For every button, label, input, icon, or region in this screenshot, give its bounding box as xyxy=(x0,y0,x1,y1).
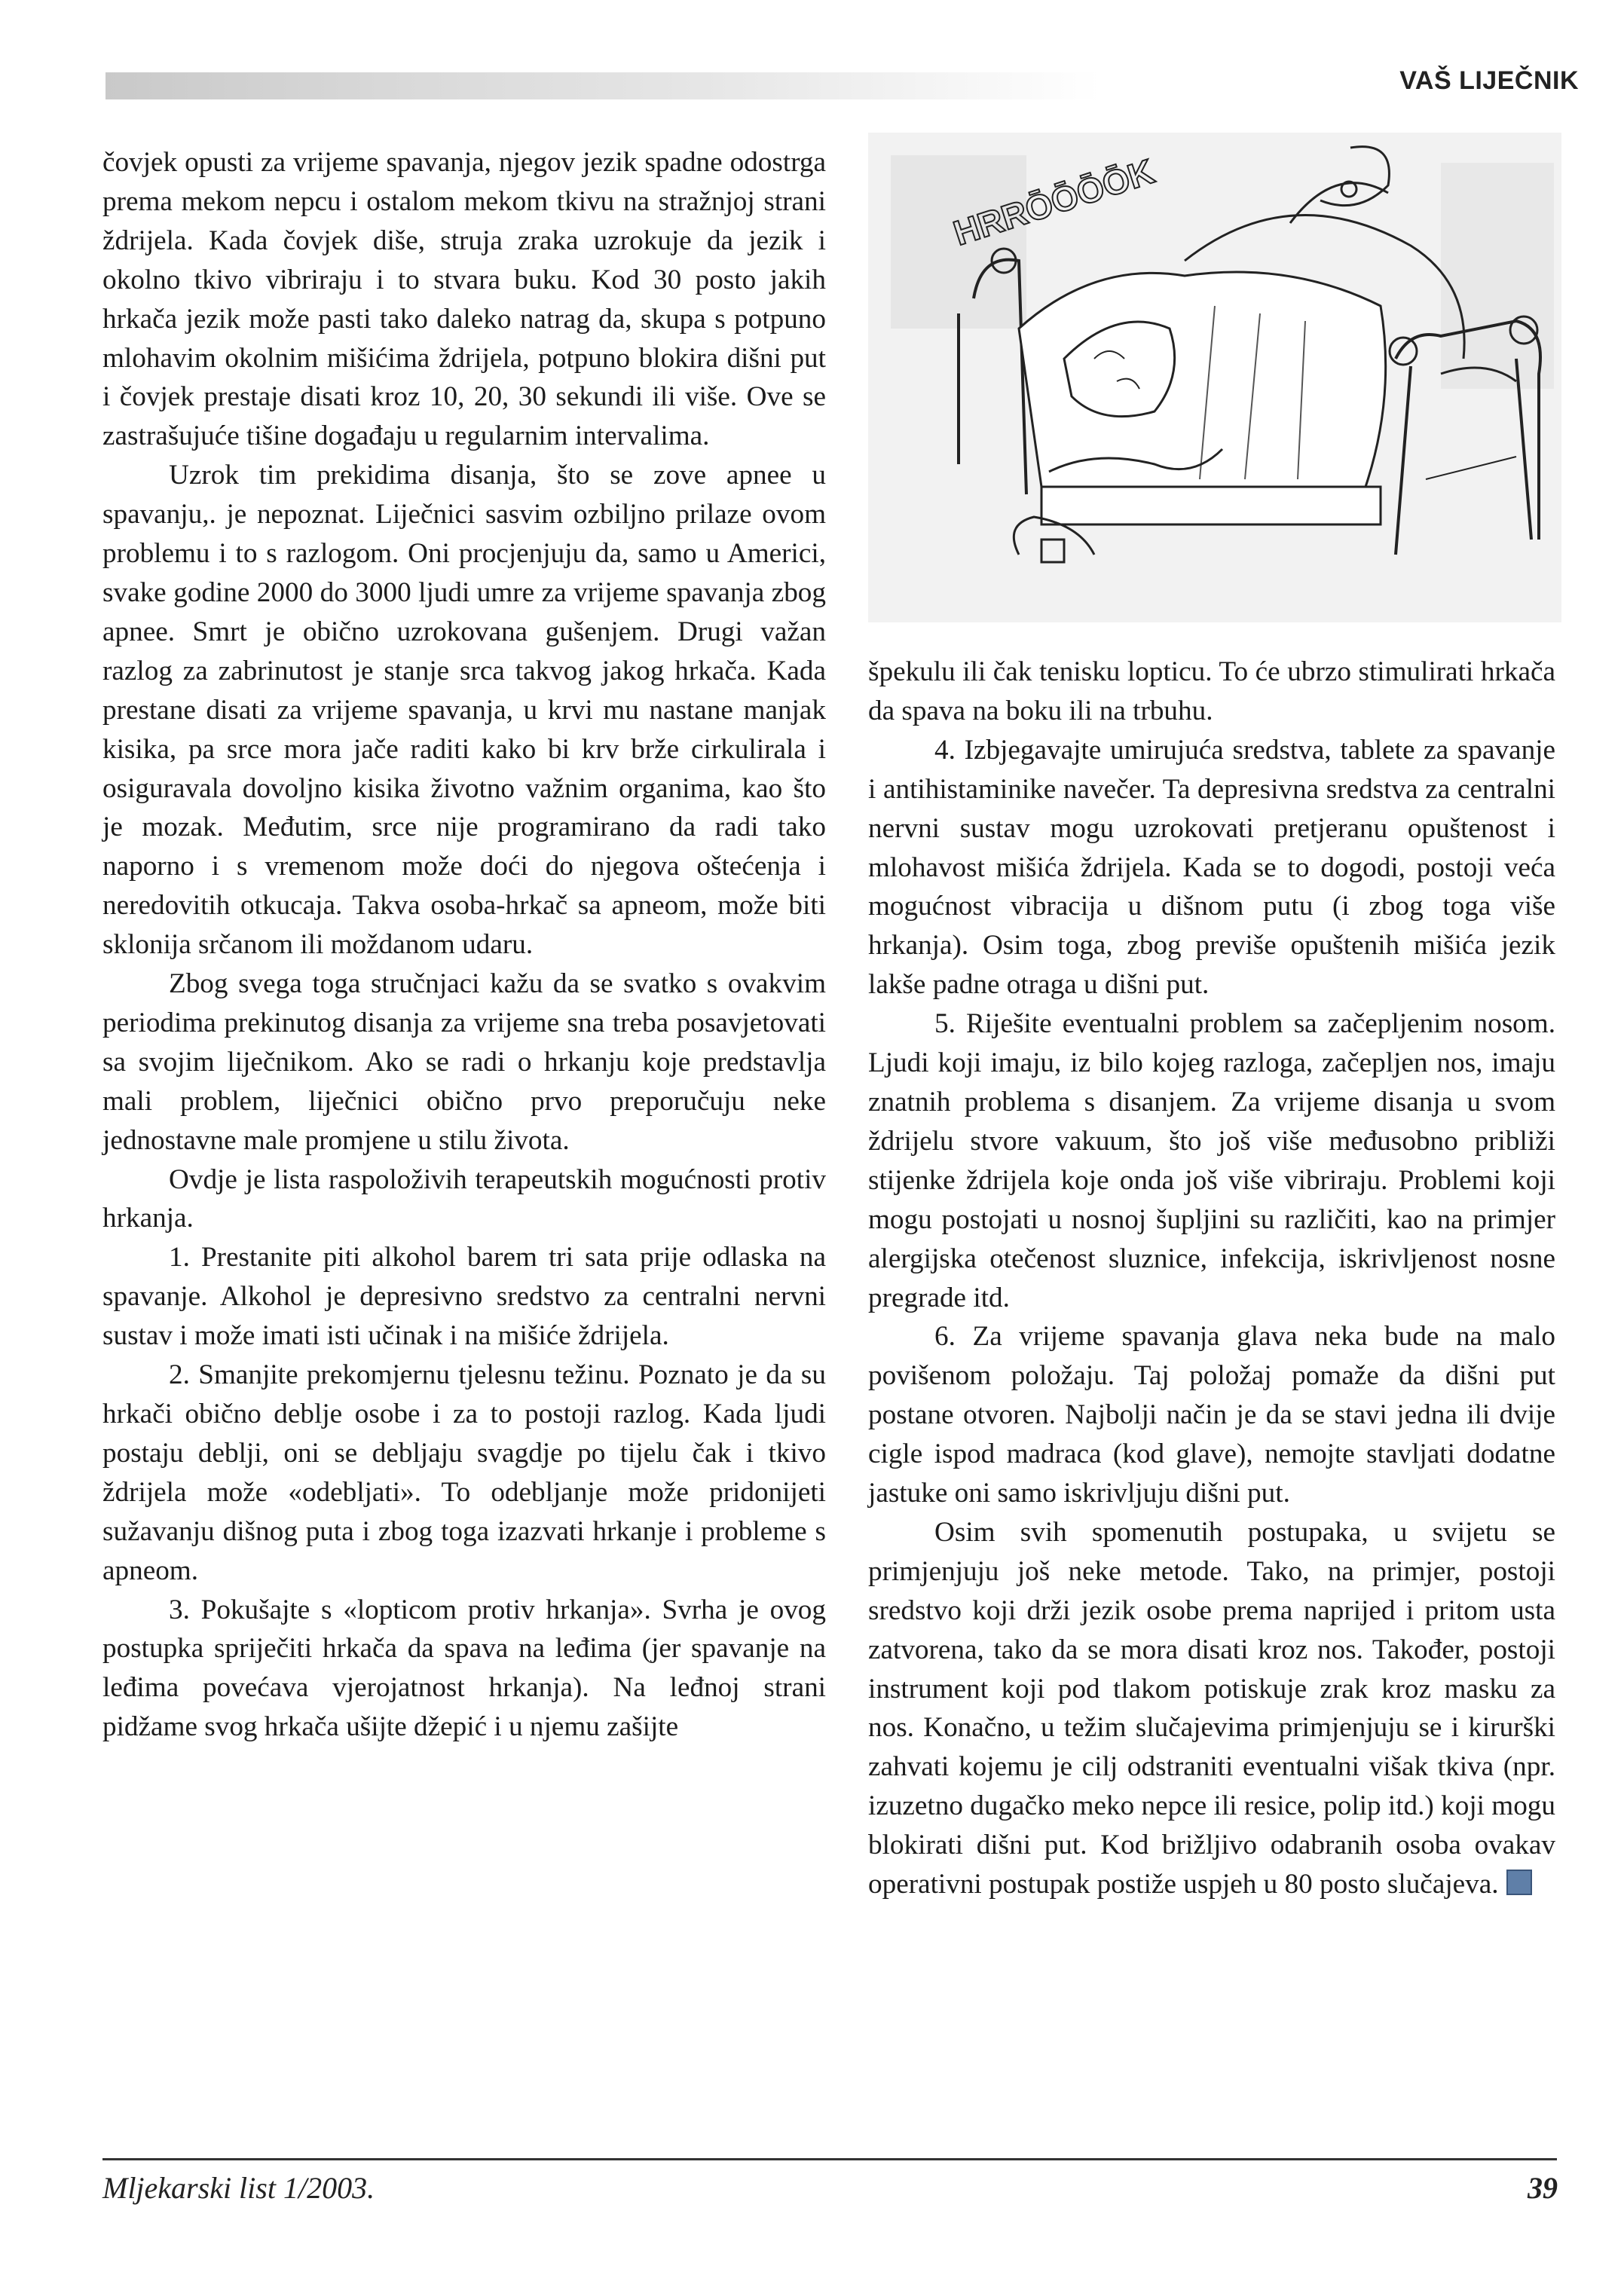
snoring-cartoon-illustration xyxy=(868,133,1561,622)
article-paragraph: Ovdje je lista raspoloživih terapeutskih mogućnosti protiv hrkanja. xyxy=(102,1163,826,1234)
right-column xyxy=(868,653,1555,1904)
end-of-article-square-icon xyxy=(1506,1870,1532,1895)
header-decorative-band xyxy=(106,72,1100,99)
article-paragraph: Uzrok tim prekidima disanja, što se zove apnee u spavanju,. je nepoznat. Liječnici sasvim ozbiljno prilaze ovom problemu i to s razlogom. Oni procjenjuju da, samo u Americi, svake godine 2000 do 3000 ljudi umre za vrijeme spavanja zbog apnee. Smrt je obično uzrokovana gušenjem. Drugi važan razlog za zabrinutost je stanje srca takvog jakog hrkača. Kada prestane disati za vrijeme spavanja, u krvi mu nastane manjak kisika, pa srce mora jače raditi kako bi krv brže cirkulirala i osiguravala dovoljno kisika životno važnim organima, kao što je mozak. Međutim, srce nije programirano da radi tako naporno i s vremenom može doći do njegova oštećenja i neredovitih otkucaja. Takva osoba-hrkač sa apneom, može biti sklonija srčanom ili moždanom udaru. xyxy=(102,460,826,961)
list-item-paragraph: 6. Za vrijeme spavanja glava neka bude na malo povišenom položaju. Taj položaj pomaže da dišni put postane otvoren. Najbolji način je da se stavi jedna ili dvije cigle ispod madraca (kod glave), nemojte stavljati dodatne jastuke oni samo iskrivljuju dišni put. xyxy=(868,1321,1555,1509)
snore-sound-text: HRRŌŌŌŌK xyxy=(949,151,1159,253)
publication-name: Mljekarski list 1/2003. xyxy=(102,2171,375,2205)
list-item-paragraph: 1. Prestanite piti alkohol barem tri sata prije odlaska na spavanje. Alkohol je depresivno sredstvo za centralni nervni sustav i može imati isti učinak i na mišiće ždrijela. xyxy=(102,1242,826,1352)
closing-text: Osim svih spomenutih postupaka, u svijetu se primjenjuju još neke metode. Tako, na primjer, postoji sredstvo koji drži jezik osobe prema naprijed i pritom usta zatvorena, tako da se mora disati kroz nos. Također, postoji instrument koji pod tlakom potiskuje zrak kroz masku za nos. Konačno, u težim slučajevima primjenjuju se i kirurški zahvati kojemu je cilj odstraniti eventualni višak tkiva (npr. izuzetno dugačko meko nepce ili resice, polip itd.) koji mogu blokirati dišni put. Kod brižljivo odabranih osoba ovakav operativni postupak postiže uspjeh u 80 posto slučajeva. xyxy=(868,1516,1555,1900)
list-item-paragraph: 5. Riješite eventualni problem sa začepljenim nosom. Ljudi koji imaju, iz bilo kojeg razloga, začepljen nos, imaju znatnih problema s disanjem. Za vrijeme disanja u svom ždrijelu stvore vakuum, što još više međusobno približi stijenke ždrijela koje onda još više vibriraju. Problemi koji mogu postojati u nosnoj šupljini su različiti, kao na primjer alergijska otečenost sluznice, infekcija, iskrivljenost nosne pregrade itd. xyxy=(868,1008,1555,1313)
footer-divider xyxy=(102,2158,1557,2160)
page-number: 39 xyxy=(1528,2171,1558,2205)
article-paragraph: Zbog svega toga stručnjaci kažu da se svatko s ovakvim periodima prekinutog disanja za vrijeme sna treba posavjetovati sa svojim liječnikom. Ako se radi o hrkanju koje predstavlja mali problem, liječnici obično prvo preporučuju neke jednostavne male promjene u stilu života. xyxy=(102,968,826,1156)
list-item-paragraph: 2. Smanjite prekomjernu tjelesnu težinu. Poznato je da su hrkači obično deblje osobe i za to postoji razlog. Kada ljudi postaju deblji, oni se debljaju svagdje po tijelu čak i tkivo ždrijela može «odebljati». To odebljanje može pridonijeti sužavanju dišnog puta i zbog toga izazvati hrkanje i probleme s apneom. xyxy=(102,1359,826,1586)
article-closing-paragraph xyxy=(868,1513,1555,1904)
left-column xyxy=(102,143,826,1747)
list-item-paragraph: 4. Izbjegavajte umirujuća sredstva, tablete za spavanje i antihistaminike navečer. Ta depresivna sredstva za centralni nervni sustav mogu uzrokovati pretjeranu opuštenost i mlohavost mišića ždrijela. Kada se to dogodi, postoji veća mogućnost vibracija u dišnom putu (i zbog toga više hrkanja). Osim toga, zbog previše opuštenih mišića jezik lakše padne otraga u dišni put. xyxy=(868,734,1555,1001)
list-item-paragraph: 3. Pokušajte s «lopticom protiv hrkanja». Svrha je ovog postupka spriječiti hrkača da spava na leđima (jer spavanje na leđima povećava vjerojatnost hrkanja). Na leđnoj strani pidžame svog hrkača ušijte džepić i u njemu zašijte xyxy=(102,1594,826,1743)
article-paragraph: čovjek opusti za vrijeme spavanja, njegov jezik spadne odostrga prema mekom nepcu i ostalom mekom tkivu na stražnjoj strani ždrijela. Kada čovjek diše, struja zraka uzrokuje da jezik i okolno tkivo vibriraju i to stvara buku. Kod 30 posto jakih hrkača jezik može pasti tako daleko natrag da, skupa s potpuno mlohavim okolnim mišićima ždrijela, potpuno blokira dišni put i čovjek prestaje disati kroz 10, 20, 30 sekundi ili više. Ove se zastrašujuće tišine događaju u regularnim intervalima. xyxy=(102,147,826,452)
section-title: VAŠ LIJEČNIK xyxy=(1399,66,1579,95)
article-paragraph: špekulu ili čak tenisku lopticu. To će ubrzo stimulirati hrkača da spava na boku ili na trbuhu. xyxy=(868,656,1555,726)
